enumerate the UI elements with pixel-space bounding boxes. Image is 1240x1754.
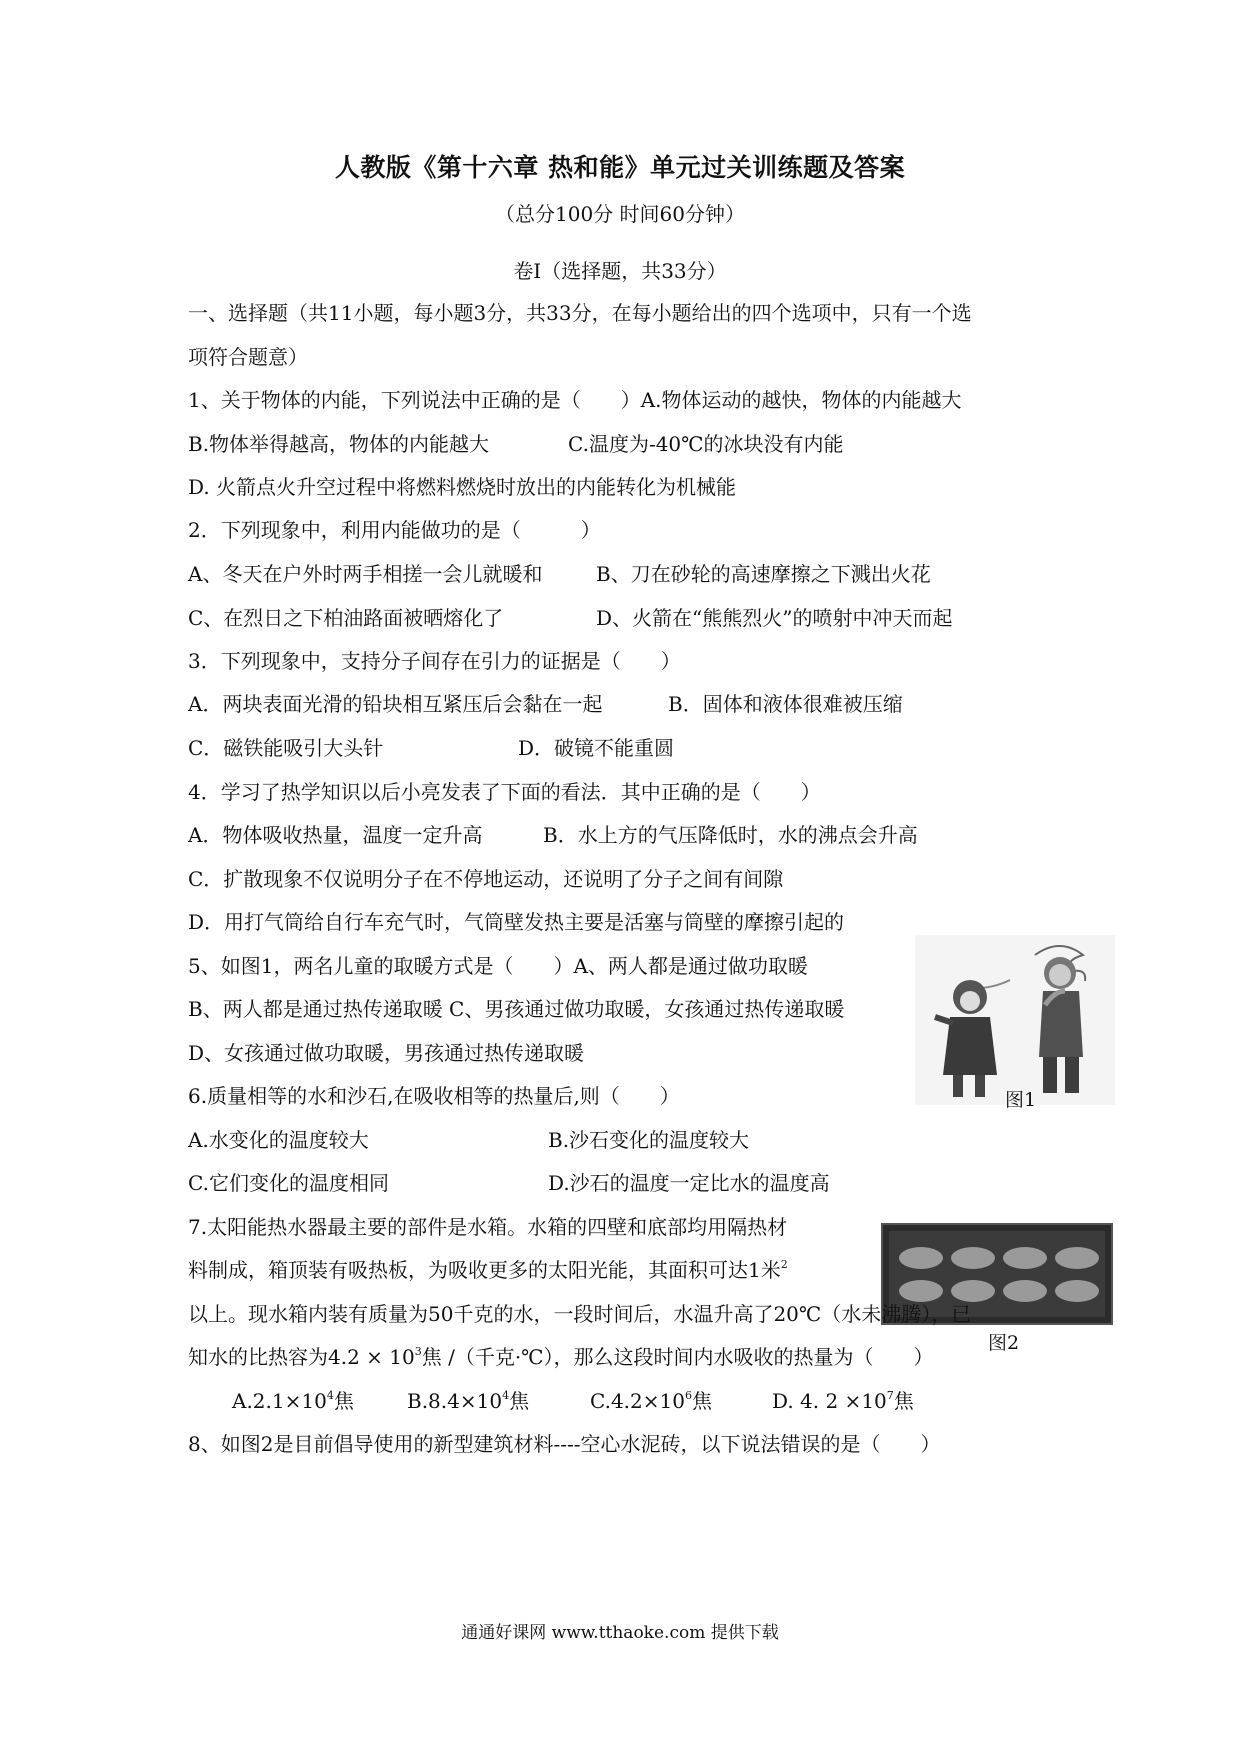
q1-option-b: B.物体举得越高，物体的内能越大	[188, 432, 490, 456]
volume-heading: 卷Ⅰ（选择题，共33分）	[513, 259, 727, 283]
q6-stem: 6.质量相等的水和沙石,在吸收相等的热量后,则（ ）	[188, 1084, 680, 1108]
q7-option-b-sup: 4	[502, 1389, 510, 1402]
q2-stem: 2．下列现象中，利用内能做功的是（ ）	[188, 518, 601, 542]
q3-option-b: B．固体和液体很难被压缩	[668, 692, 903, 716]
q7-option-c	[590, 1391, 712, 1411]
q6-option-a: A.水变化的温度较大	[188, 1128, 369, 1152]
q2-option-d: D、火箭在“熊熊烈火”的喷射中冲天而起	[596, 606, 953, 630]
q2-options-cd	[188, 606, 953, 630]
q5-options-bc: B、两人都是通过热传递取暖 C、男孩通过做功取暖，女孩通过热传递取暖	[188, 997, 845, 1021]
q6-option-c: C.它们变化的温度相同	[188, 1171, 389, 1195]
q7-option-d-text: D. 4. 2 ×10	[772, 1389, 887, 1413]
q4-stem: 4．学习了热学知识以后小亮发表了下面的看法．其中正确的是（ ）	[188, 780, 821, 804]
document-title: 人教版《第十六章 热和能》单元过关训练题及答案	[334, 153, 906, 182]
q7-option-c-text: C.4.2×10	[590, 1389, 685, 1413]
q1-option-c: C.温度为-40℃的冰块没有内能	[568, 432, 844, 456]
q7-option-d-sup: 7	[886, 1389, 894, 1402]
q7-option-b-unit: 焦	[509, 1389, 530, 1413]
q2-option-a: A、冬天在户外时两手相搓一会儿就暖和	[188, 562, 543, 586]
q7-line-4-sup: 3	[414, 1345, 422, 1358]
q3-option-d: D．破镜不能重圆	[518, 736, 675, 760]
q7-line-2-text: 料制成，箱顶装有吸热板，为吸收更多的太阳光能，其面积可达1米	[188, 1258, 781, 1282]
q3-option-c: C．磁铁能吸引大头针	[188, 736, 384, 760]
section-header-cont: 项符合题意）	[188, 345, 308, 369]
q2-option-b: B、刀在砂轮的高速摩擦之下溅出火花	[596, 562, 931, 586]
q7-option-b-text: B.8.4×10	[407, 1389, 503, 1413]
q3-options-cd	[188, 736, 675, 760]
document-subtitle: （总分100分 时间60分钟）	[495, 202, 745, 226]
q4-option-a: A．物体吸收热量，温度一定升高	[188, 823, 483, 847]
q7-line-4	[188, 1347, 934, 1367]
q7-line-4-a: 知水的比热容为4.2 × 10	[188, 1345, 415, 1369]
q3-stem: 3．下列现象中，支持分子间存在引力的证据是（ ）	[188, 649, 681, 673]
q7-option-a-text: A.2.1×10	[232, 1389, 327, 1413]
q7-option-a-sup: 4	[326, 1389, 334, 1402]
q3-options-ab	[188, 692, 903, 716]
q4-options-ab	[188, 823, 918, 847]
q5-option-d: D、女孩通过做功取暖，男孩通过热传递取暖	[188, 1041, 585, 1065]
q4-option-b: B．水上方的气压降低时，水的沸点会升高	[543, 823, 918, 847]
q7-line-4-b: 焦 /（千克·℃），那么这段时间内水吸收的热量为（ ）	[421, 1345, 934, 1369]
q1-option-d: D. 火箭点火升空过程中将燃料燃烧时放出的内能转化为机械能	[188, 475, 737, 499]
q7-line-2	[188, 1260, 788, 1280]
q2-option-c: C、在烈日之下柏油路面被晒熔化了	[188, 606, 504, 630]
q6-option-b: B.沙石变化的温度较大	[548, 1128, 750, 1152]
q7-line-1: 7.太阳能热水器最主要的部件是水箱。水箱的四壁和底部均用隔热材	[188, 1215, 788, 1239]
q7-option-a	[232, 1389, 354, 1413]
q6-option-d: D.沙石的温度一定比水的温度高	[548, 1171, 830, 1195]
figure-1-children-illustration	[915, 935, 1115, 1105]
figure-2-label: 图2	[988, 1332, 1020, 1354]
q7-line-2-sup: 2	[780, 1258, 788, 1271]
q5-stem: 5、如图1，两名儿童的取暖方式是（ ）A、两人都是通过做功取暖	[188, 954, 808, 978]
q7-option-d-unit: 焦	[893, 1389, 914, 1413]
q6-options-cd	[188, 1171, 830, 1195]
q1-stem: 1、关于物体的内能，下列说法中正确的是（ ）A.物体运动的越快，物体的内能越大	[188, 388, 962, 412]
q7-line-3: 以上。现水箱内装有质量为50千克的水，一段时间后，水温升高了20℃（水未沸腾），已	[188, 1302, 972, 1326]
figure-1-label: 图1	[1005, 1089, 1037, 1111]
q7-option-c-unit: 焦	[691, 1389, 712, 1413]
q7-option-a-unit: 焦	[333, 1389, 354, 1413]
page-footer: 通通好课网 www.tthaoke.com 提供下载	[461, 1623, 779, 1643]
q4-option-c: C．扩散现象不仅说明分子在不停地运动，还说明了分子之间有间隙	[188, 867, 784, 891]
q2-options-ab	[188, 562, 931, 586]
q7-option-c-sup: 6	[684, 1389, 692, 1402]
q6-options-ab	[188, 1128, 750, 1152]
q4-option-d: D．用打气筒给自行车充气时，气筒壁发热主要是活塞与筒壁的摩擦引起的	[188, 910, 845, 934]
q3-option-a: A．两块表面光滑的铅块相互紧压后会黏在一起	[188, 692, 603, 716]
section-header: 一、选择题（共11小题，每小题3分，共33分，在每小题给出的四个选项中，只有一个选	[188, 301, 972, 325]
q7-option-d	[772, 1391, 914, 1411]
q7-option-b	[407, 1391, 529, 1411]
q8-stem: 8、如图2是目前倡导使用的新型建筑材料----空心水泥砖，以下说法错误的是（ ）	[188, 1432, 941, 1456]
q1-options-bc	[188, 432, 844, 456]
